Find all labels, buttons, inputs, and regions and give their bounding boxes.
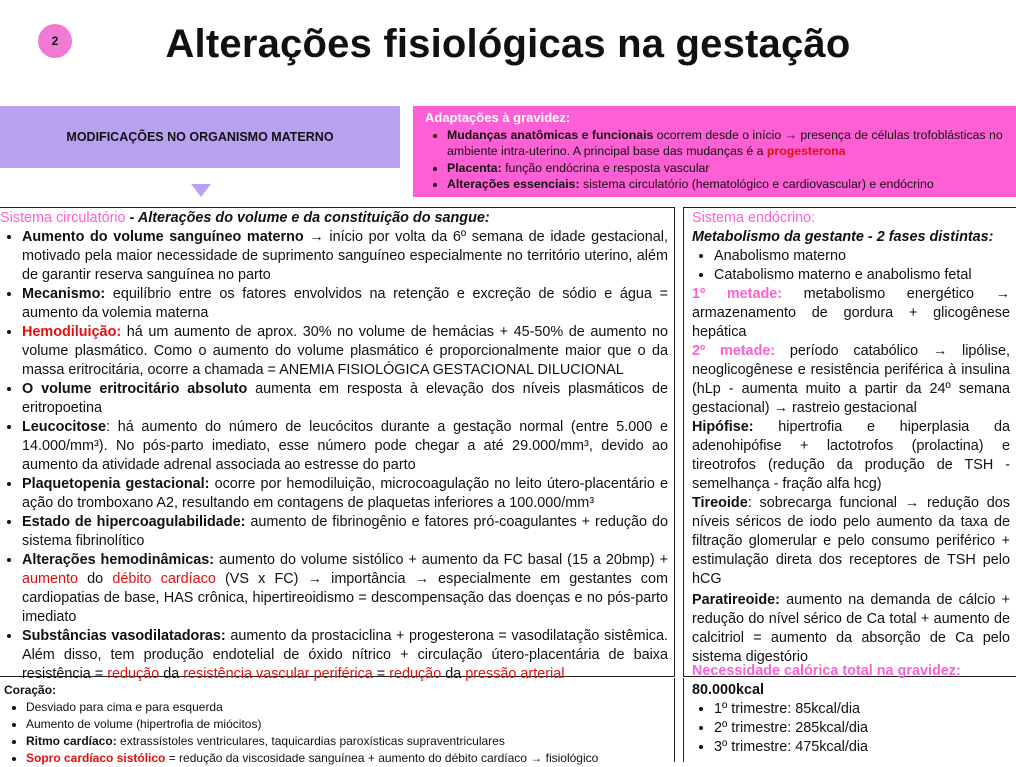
coracao-list — [4, 699, 674, 767]
metabolismo-title: Metabolismo da gestante - 2 fases distintas: — [692, 229, 994, 245]
list-item: • Leucocitose: há aumento do número de leucócitos durante a gestação normal (entre 5.000 e 14.000/mm³). No pós-parto imediato, esse número pode chegar a até 29.000/mm³, devido ao aumento da atividade adrenal associada ao estresse do parto — [22, 418, 668, 475]
list-item: • Substâncias vasodilatadoras: aumento da prostaciclina + progesterona = vasodilatação sistêmica. Além disso, tem produção endotelial de óxido nítrico + circulação útero-placentária de baixa resistência = redução da resistência vascular periférica = redução da pressão arterial — [22, 627, 668, 684]
down-arrow-icon — [191, 184, 211, 197]
hipofise: Hipófise: hipertrofia e hiperplasia da adenohipófise + lactotrofos (prolactina) e tireotrofos (redução da produção de TSH - semelhança - fração alfa hcg) — [692, 419, 1010, 492]
list-item: • 3º trimestre: 475kcal/dia — [714, 738, 1010, 757]
endocrino-box — [683, 207, 1016, 677]
metabolismo-list — [692, 247, 1010, 285]
necessidade-label: Necessidade calórica total na gravidez: — [692, 663, 961, 679]
list-item: • Aumento do volume sanguíneo materno → início por volta da 6º semana de idade gestacional, motivado pela maior necessidade de suprimento sanguíneo especialmente no território uterino, além de garantir reserva sanguínea no parto — [22, 228, 668, 285]
list-item: • Anabolismo materno — [714, 247, 1010, 266]
list-item: • Aumento de volume (hipertrofia de miócitos) — [26, 716, 674, 733]
coracao-title: Coração: — [4, 683, 57, 697]
list-item: • Plaquetopenia gestacional: ocorre por hemodiluição, microcoagulação no leito útero-placentário e ação do tromboxano A2, resultando em contagens de plaquetas inferiores a 100.000/mm³ — [22, 475, 668, 513]
list-item: • Catabolismo materno e anabolismo fetal — [714, 266, 1010, 285]
page-number: 2 — [51, 34, 59, 48]
list-item: • Estado de hipercoagulabilidade: aumento de fibrinogênio e fatores pró-coagulantes + redução do sistema fibrinolítico — [22, 513, 668, 551]
list-item: • Placenta: função endócrina e resposta vascular — [447, 160, 1006, 177]
modificacoes-label: MODIFICAÇÕES NO ORGANISMO MATERNO — [66, 130, 334, 144]
adaptacoes-list — [425, 127, 1006, 193]
list-item: • O volume eritrocitário absoluto aumenta em resposta à elevação dos níveis plasmáticos de eritropoetina — [22, 380, 668, 418]
adaptacoes-heading: Adaptações à gravidez: — [425, 110, 571, 125]
list-item: • Sopro cardíaco sistólico = redução da viscosidade sanguínea + aumento do débito cardíaco → fisiológico — [26, 750, 674, 767]
circulatorio-list — [0, 228, 668, 684]
list-item: • Mecanismo: equilíbrio entre os fatores envolvidos na retenção e excreção de sódio e água = aumento da volemia materna — [22, 285, 668, 323]
circulatorio-header: Sistema circulatório - Alterações do volume e da constituição do sangue: — [0, 210, 490, 226]
adaptacoes-box — [413, 106, 1016, 197]
coracao-box — [0, 678, 675, 765]
trimestre-list — [692, 700, 1010, 757]
list-item: • Desviado para cima e para esquerda — [26, 699, 674, 716]
circulatorio-box — [0, 207, 675, 682]
endocrino-title: Sistema endócrino: — [692, 210, 816, 226]
primeira-metade: 1º metade: metabolismo energético → armazenamento de gordura + glicogênese hepática — [692, 286, 1010, 340]
list-item: • Ritmo cardíaco: extrassístoles ventriculares, taquicardias paroxísticas supraventriculares — [26, 733, 674, 750]
list-item: • Mudanças anatômicas e funcionais ocorrem desde o início → presença de células trofoblásticas no ambiente intra-uterino. A principal base das mudanças é a progesterona — [447, 127, 1006, 160]
paratireoide: Paratireoide: aumento na demanda de cálcio + redução do nível sérico de Ca total + aumento de calcitriol = aumento da absorção de Ca pelo sistema digestório — [692, 592, 1010, 665]
list-item: • 2º trimestre: 285kcal/dia — [714, 719, 1010, 738]
segunda-metade: 2º metade: período catabólico → lipólise, neoglicogênese e resistência periférica à insulina (hLp - aumenta muito a partir da 24º semana gestacional) → rastreio gestacional — [692, 343, 1010, 416]
list-item: • Hemodiluição: há um aumento de aprox. 30% no volume de hemácias + 45-50% de aumento no volume plasmático. Como o aumento do volume plasmático é proporcionalmente maior que o da massa eritrocitária, ocorre a chamada = ANEMIA FISIOLÓGICA GESTACIONAL DILUCIONAL — [22, 323, 668, 380]
list-item: • Alterações hemodinâmicas: aumento do volume sistólico + aumento da FC basal (15 a 20bmp) + aumento do débito cardíaco (VS x FC) → importância → especialmente em gestantes com cardiopatias de base, HAS crônica, hipertireoidismo = descompensação das doenças e no pós-parto imediato — [22, 551, 668, 627]
tireoide: Tireoide: sobrecarga funcional → redução dos níveis séricos de iodo pelo aumento da taxa de filtração glomerular e pelo consumo periférico + estimulação direta dos receptores de TSH pelo hCG — [692, 495, 1010, 587]
page-title: Alterações fisiológicas na gestação — [165, 22, 851, 66]
necessidade-value: 80.000kcal — [692, 682, 765, 698]
list-item: • Alterações essenciais: sistema circulatório (hematológico e cardiovascular) e endócrino — [447, 176, 1006, 193]
modificacoes-box — [0, 106, 400, 168]
list-item: • 1º trimestre: 85kcal/dia — [714, 700, 1010, 719]
necessidade-box — [683, 663, 1016, 762]
